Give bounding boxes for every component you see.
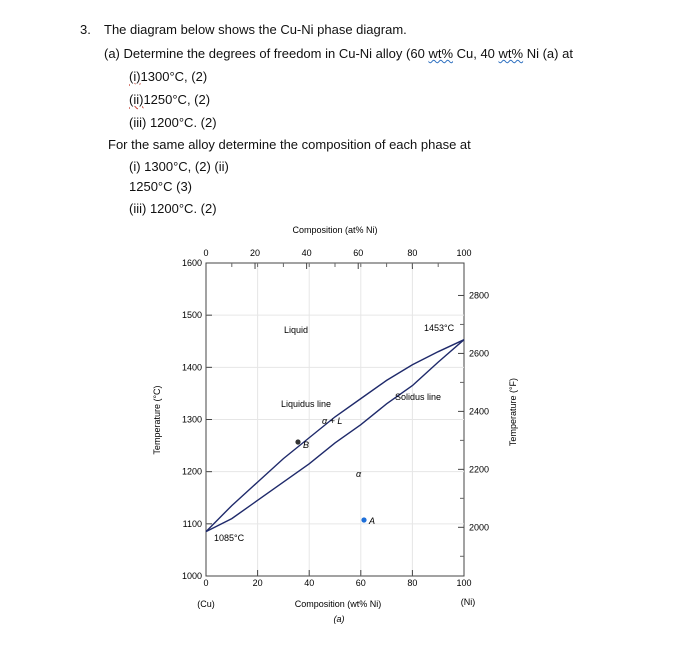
part-a-item-3-text: 1200°C. (2) xyxy=(146,115,217,130)
ni-endpoint-label: (Ni) xyxy=(460,597,476,607)
x-axis-title: Composition (wt% Ni) xyxy=(294,599,382,609)
part-b-item-3-label: (iii) xyxy=(129,201,147,216)
part-b-item-3-text: 1200°C. (2) xyxy=(146,201,217,216)
point-b-marker xyxy=(295,439,300,444)
x-tick-label: 0 xyxy=(203,578,209,588)
point-a-label: A xyxy=(369,516,376,526)
y-tick-label: 1400 xyxy=(181,362,202,373)
y2-axis-title: Temperature (°F) xyxy=(508,377,518,447)
part-a-item-1-text: 1300°C, (2) xyxy=(140,69,208,84)
liquid-region-label: Liquid xyxy=(284,325,309,335)
f-tick-label: 2600 xyxy=(469,348,490,359)
f-tick-label: 2200 xyxy=(469,464,490,475)
liquidus-line-label: Liquidus line xyxy=(281,399,332,409)
part-a-wt2: wt% xyxy=(498,46,524,61)
cu-endpoint-label: (Cu) xyxy=(197,599,215,609)
y-tick-label: 1500 xyxy=(181,310,202,321)
x-tick-label: 60 xyxy=(355,578,366,588)
part-a-item-2-label: (ii) xyxy=(129,92,144,107)
top-tick-label: 60 xyxy=(353,248,364,258)
caption: (a) xyxy=(333,614,345,624)
top-tick-label: 0 xyxy=(203,248,209,258)
x-tick-label: 20 xyxy=(252,578,263,588)
cu-melting-point-label: 1085°C xyxy=(214,533,245,543)
part-a-mid: Cu, 40 xyxy=(453,46,499,61)
two-phase-region-label: α + L xyxy=(322,416,343,426)
x-tick-label: 80 xyxy=(407,578,418,588)
part-b-item-1-label: (i) xyxy=(129,159,141,174)
part-b-item-2-text: 1250°C (3) xyxy=(129,179,193,194)
f-tick-label: 2800 xyxy=(469,290,490,301)
liquidus-curve xyxy=(206,340,464,532)
y-tick-label: 1200 xyxy=(181,466,202,477)
top-tick-label: 80 xyxy=(407,248,418,258)
solidus-curve xyxy=(206,340,464,532)
top-axis-title: Composition (at% Ni) xyxy=(292,225,378,235)
top-tick-label: 100 xyxy=(456,248,472,258)
ni-melting-point-label: 1453°C xyxy=(424,323,455,333)
x-tick-label: 40 xyxy=(304,578,315,588)
y-tick-label: 1000 xyxy=(181,571,202,581)
solidus-line-label: Solidus line xyxy=(395,392,442,402)
y-axis-title: Temperature (°C) xyxy=(152,385,162,455)
curves xyxy=(206,340,464,532)
y-tick-label: 1100 xyxy=(182,518,202,529)
question-intro: The diagram below shows the Cu-Ni phase diagram. xyxy=(104,22,407,37)
part-a-item-1-label: (i) xyxy=(129,69,141,84)
part-a-suffix: Ni (a) at xyxy=(523,46,573,61)
alpha-region-label: α xyxy=(356,469,362,479)
part-a-wt1: wt% xyxy=(428,46,453,61)
y-tick-label: 1300 xyxy=(181,414,202,425)
top-tick-label: 40 xyxy=(301,248,312,258)
point-b-label: B xyxy=(303,440,310,450)
point-a-marker xyxy=(361,517,366,522)
question-number: 3. xyxy=(80,22,91,37)
part-a-item-2-text: 1250°C, (2) xyxy=(143,92,211,107)
part-a-item-3-label: (iii) xyxy=(129,115,147,130)
part-a-prefix: (a) Determine the degrees of freedom in Cu-Ni alloy (60 xyxy=(104,46,429,61)
part-b-prompt: For the same alloy determine the composition of each phase at xyxy=(108,137,471,152)
f-tick-label: 2000 xyxy=(469,522,490,533)
part-b-item-1-text: 1300°C, (2) (ii) xyxy=(140,159,229,174)
x-tick-label: 100 xyxy=(456,578,472,588)
f-tick-label: 2400 xyxy=(469,406,490,417)
y-tick-label: 1600 xyxy=(181,258,202,268)
top-tick-label: 20 xyxy=(250,248,261,258)
